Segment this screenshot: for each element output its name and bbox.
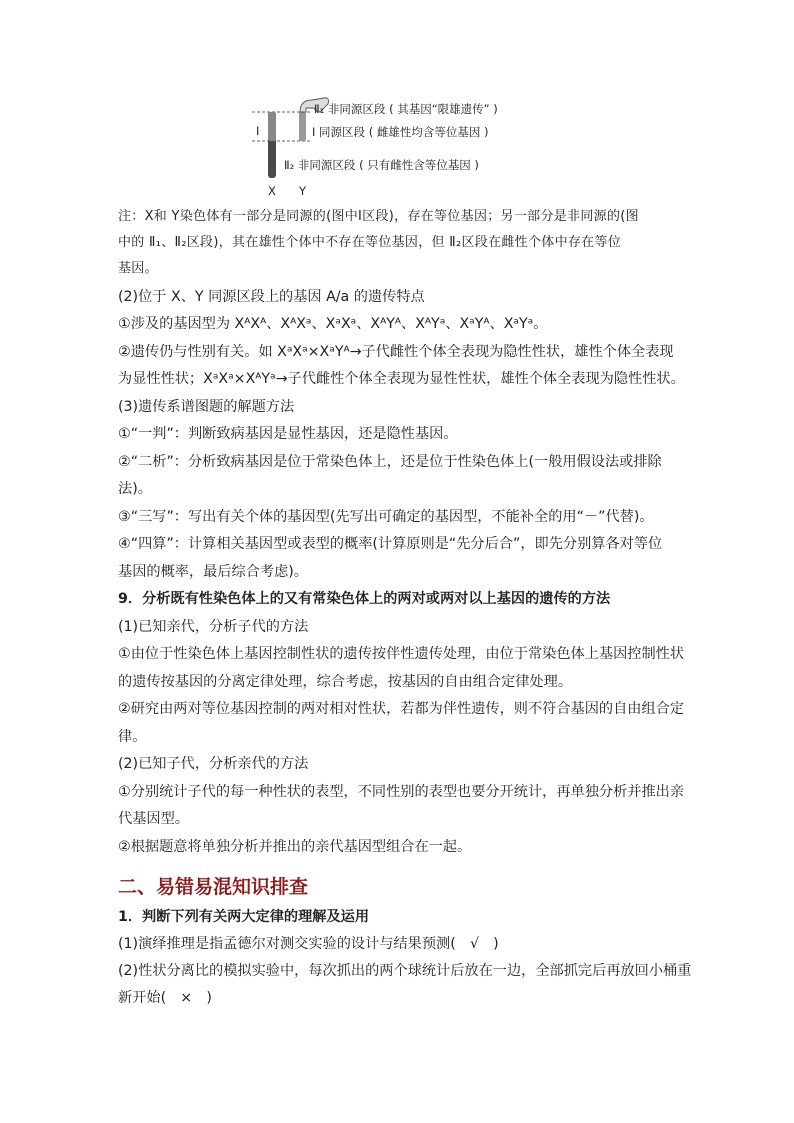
label-ii2: Ⅱ₂ 非同源区段 ( 只有雌性含等位基因 ) xyxy=(284,158,479,172)
text-line: ③“三写”：写出有关个体的基因型(先写出可确定的基因型，不能补全的用“－”代替)。 xyxy=(118,509,654,525)
text-line: ①“一判”：判断致病基因是显性基因，还是隐性基因。 xyxy=(118,426,458,442)
label-x: X xyxy=(268,184,276,198)
text-line: 律。 xyxy=(118,729,147,745)
section-heading-9: 9．分析既有性染色体上的又有常染色体上的两对或两对以上基因的遗传的方法 xyxy=(118,591,611,607)
section-title: 二、易错易混知识排查 xyxy=(118,876,309,898)
text-line: ②遗传仍与性别有关。如 XᵃXᵃ×XᵃYᴬ→子代雌性个体全表现为隐性性状，雄性个体全表现 xyxy=(118,344,674,360)
label-y: Y xyxy=(299,184,307,198)
text-line: ②研究由两对等位基因控制的两对相对性状，若都为伴性遗传，则不符合基因的自由组合定 xyxy=(118,701,685,717)
y-chromosome xyxy=(299,112,306,141)
text-line: 为显性性状；XᵃXᵃ×XᴬYᵃ→子代雌性个体全表现为显性性状，雄性个体全表现为隐性性状。 xyxy=(118,371,685,387)
note-line-2: 中的 Ⅱ₁、Ⅱ₂区段)，其在雄性个体中不存在等位基因，但 Ⅱ₂区段在雌性个体中存在等位 xyxy=(118,235,622,250)
text-line: (2)已知子代，分析亲代的方法 xyxy=(118,756,309,772)
text-line: (3)遗传系谱图题的解题方法 xyxy=(118,399,295,415)
text-line: 法)。 xyxy=(118,481,152,497)
text-line: (1)演绎推理是指孟德尔对测交实验的设计与结果预测( √ ) xyxy=(118,936,499,952)
note-line-3: 基因。 xyxy=(118,261,158,276)
text-line: ①涉及的基因型为 XᴬXᴬ、XᴬXᵃ、XᵃXᵃ、XᴬYᴬ、XᴬYᵃ、XᵃYᴬ、XᵃYᵃ。 xyxy=(118,316,548,332)
text-line: 新开始( × ) xyxy=(118,990,212,1006)
text-line: ①由位于性染色体上基因控制性状的遗传按伴性遗传处理，由位于常染色体上基因控制性状 xyxy=(118,646,685,662)
text-line: 的遗传按基因的分离定律处理，综合考虑，按基因的自由组合定律处理。 xyxy=(118,674,573,690)
label-ii1: Ⅱ₁ 非同源区段 ( 其基因“限雄遗传” ) xyxy=(314,102,498,116)
text-line: ②“二析”：分析致病基因是位于常染色体上，还是位于性染色体上(一般用假设法或排除 xyxy=(118,454,662,470)
text-line: (1)已知亲代，分析子代的方法 xyxy=(118,619,309,635)
label-i: Ⅰ xyxy=(256,124,260,138)
note-line-1: 注：X和 Y染色体有一部分是同源的(图中Ⅰ区段)，存在等位基因；另一部分是非同源的(图 xyxy=(118,209,639,224)
text-line: ④“四算”：计算相关基因型或表型的概率(计算原则是“先分后合”，即先分别算各对等位 xyxy=(118,536,663,552)
text-line: (2)性状分离比的模拟实验中，每次抓出的两个球统计后放在一边，全部抓完后再放回小桶重 xyxy=(118,963,692,979)
label-i-segment: Ⅰ 同源区段 ( 雌雄性均含等位基因 ) xyxy=(312,125,489,139)
text-line: ②根据题意将单独分析并推出的亲代基因型组合在一起。 xyxy=(118,839,472,855)
question-heading: 1．判断下列有关两大定律的理解及运用 xyxy=(118,909,370,925)
text-line: 基因的概率，最后综合考虑)。 xyxy=(118,564,308,580)
text-line: 代基因型。 xyxy=(118,811,189,827)
text-line: ①分别统计子代的每一种性状的表型，不同性别的表型也要分开统计，再单独分析并推出亲 xyxy=(118,784,685,800)
text-line: (2)位于 X、Y 同源区段上的基因 A/a 的遗传特点 xyxy=(118,289,425,305)
